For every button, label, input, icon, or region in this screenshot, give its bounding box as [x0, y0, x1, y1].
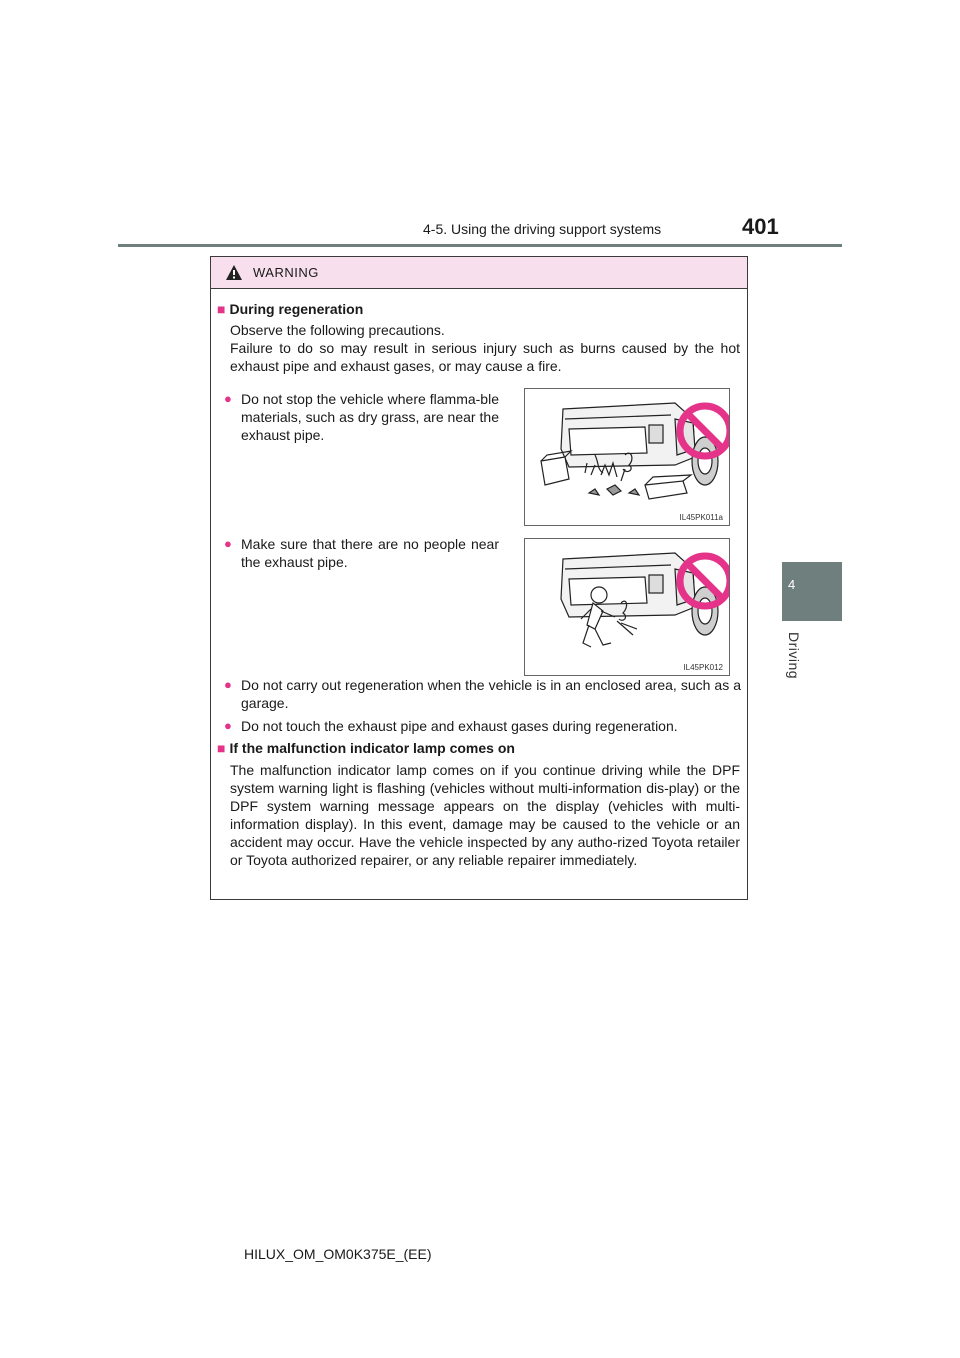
warning-title: WARNING [253, 265, 319, 280]
footer-model-code: HILUX_OM_OM0K375E_(EE) [244, 1246, 432, 1262]
section-intro-line: Observe the following precautions. [230, 322, 445, 338]
square-bullet-icon: ■ [217, 740, 226, 756]
section-heading-malfunction-lamp [217, 740, 515, 756]
chapter-tab-label: Driving [786, 632, 802, 680]
section-heading-text: If the malfunction indicator lamp comes on [229, 740, 515, 756]
header-rule [118, 244, 842, 247]
warning-box [210, 256, 748, 900]
truck-flammable-illustration [525, 389, 729, 525]
bullet-text: Do not stop the vehicle where flamma-ble materials, such as dry grass, are near the exhaust pipe. [241, 391, 499, 443]
illustration-people-near-exhaust [524, 538, 730, 676]
page-number: 401 [742, 214, 779, 239]
bullet-text: Make sure that there are no people near the exhaust pipe. [241, 536, 499, 570]
bullet-dot-icon: ● [224, 718, 232, 733]
illustration-code: IL45PK011a [679, 513, 723, 522]
bullet-dot-icon: ● [224, 677, 232, 692]
bullet-dot-icon: ● [224, 536, 232, 551]
warning-header [211, 257, 747, 289]
warning-triangle-icon [225, 264, 243, 281]
chapter-tab-number: 4 [788, 577, 796, 592]
header-section-title: 4-5. Using the driving support systems [423, 221, 662, 237]
illustration-code: IL45PK012 [683, 663, 723, 672]
section-intro-text: Failure to do so may result in serious injury such as burns caused by the hot exhaust pipe and exhaust gases, or may cause a fire. [230, 340, 740, 374]
bullet-text: Do not carry out regeneration when the vehicle is in an enclosed area, such as a garage. [241, 677, 741, 711]
bullet-dot-icon: ● [224, 391, 232, 406]
section-heading-text: During regeneration [229, 301, 364, 317]
section-body-text: The malfunction indicator lamp comes on if you continue driving while the DPF system warning light is flashing (vehicles without multi-information dis-play) or the DPF system warning message appears on the display (vehicles with multi-information display). In this event, damage may be caused to the vehicle or an accident may occur. Have the vehicle inspected by any autho-rized Toyota retailer or Toyota authorized repairer, or any reliable repairer immediately. [230, 762, 740, 868]
section-heading-regeneration [217, 301, 363, 317]
truck-person-illustration [525, 539, 729, 675]
illustration-flammable-materials [524, 388, 730, 526]
bullet-text: Do not touch the exhaust pipe and exhaust gases during regeneration. [241, 718, 678, 734]
square-bullet-icon: ■ [217, 301, 226, 317]
